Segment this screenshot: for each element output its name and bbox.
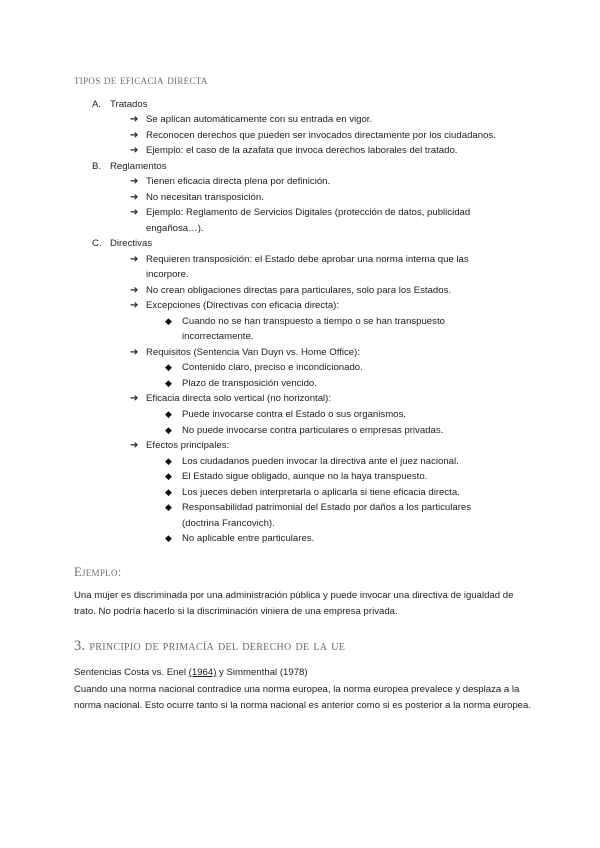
diamond-bullet-icon: ◆ xyxy=(165,456,172,466)
sub-list-item: Los ciudadanos pueden invocar la directiva ante el juez nacional. xyxy=(182,456,459,467)
arrow-icon: ➔ xyxy=(130,347,139,358)
list-item: Se aplican automáticamente con su entrada en vigor. xyxy=(146,114,373,125)
arrow-icon: ➔ xyxy=(130,114,139,125)
list-item: Efectos principales: xyxy=(146,440,230,451)
arrow-icon: ➔ xyxy=(130,254,139,265)
sub-list-item: Cuando no se han transpuesto a tiempo o se han transpuesto xyxy=(182,316,445,327)
list-item: Requisitos (Sentencia Van Duyn vs. Home Office): xyxy=(146,347,360,358)
sub-list-item: El Estado sigue obligado, aunque no la haya transpuesto. xyxy=(182,471,428,482)
sub-list-item: Los jueces deben interpretarla o aplicarla si tiene eficacia directa. xyxy=(182,487,460,498)
diamond-bullet-icon: ◆ xyxy=(165,316,172,326)
diamond-bullet-icon: ◆ xyxy=(165,409,172,419)
list-item: Ejemplo: Reglamento de Servicios Digitales (protección de datos, publicidad xyxy=(146,207,471,218)
diamond-bullet-icon: ◆ xyxy=(165,425,172,435)
diamond-bullet-icon: ◆ xyxy=(165,533,172,543)
list-item: Tienen eficacia directa plena por definición. xyxy=(146,176,331,187)
section-title-principio: 3. principio de primacía del derecho de la ue xyxy=(74,638,346,654)
list-item: Reconocen derechos que pueden ser invocados directamente por los ciudadanos. xyxy=(146,130,496,141)
diamond-bullet-icon: ◆ xyxy=(165,362,172,372)
sub-list-item: Contenido claro, preciso e incondicionado. xyxy=(182,362,363,373)
list-label-reglamentos: Reglamentos xyxy=(110,161,167,172)
sub-list-item-continuation: incorrectamente. xyxy=(182,331,254,342)
sentencias-suffix: y Simmenthal (1978) xyxy=(216,667,308,678)
list-item: Eficacia directa solo vertical (no horizontal): xyxy=(146,393,332,404)
arrow-icon: ➔ xyxy=(130,393,139,404)
list-marker-a: A. xyxy=(92,99,102,110)
list-item-continuation: engañosa…). xyxy=(146,223,204,234)
ejemplo-paragraph: Una mujer es discriminada por una administración pública y puede invocar una directiva de igualdad de trato. No podría hacerlo si la discriminación viniera de una empresa privada. xyxy=(74,590,514,617)
sub-list-item: No puede invocarse contra particulares o empresas privadas. xyxy=(182,425,444,436)
diamond-bullet-icon: ◆ xyxy=(165,471,172,481)
list-item: Excepciones (Directivas con eficacia directa): xyxy=(146,300,340,311)
arrow-icon: ➔ xyxy=(130,285,139,296)
list-item: No crean obligaciones directas para particulares, solo para los Estados. xyxy=(146,285,452,296)
arrow-icon: ➔ xyxy=(130,145,139,156)
sentencias-year-1964: (1964) xyxy=(188,667,217,678)
arrow-icon: ➔ xyxy=(130,300,139,311)
sentencias-line xyxy=(74,666,308,679)
section-title-ejemplo: Ejemplo: xyxy=(74,565,122,579)
arrow-icon: ➔ xyxy=(130,192,139,203)
list-item-continuation: incorpore. xyxy=(146,269,189,280)
diamond-bullet-icon: ◆ xyxy=(165,487,172,497)
sub-list-item: Puede invocarse contra el Estado o sus organismos. xyxy=(182,409,406,420)
sub-list-item: No aplicable entre particulares. xyxy=(182,533,315,544)
sub-list-item: Plazo de transposición vencido. xyxy=(182,378,317,389)
arrow-icon: ➔ xyxy=(130,440,139,451)
arrow-icon: ➔ xyxy=(130,207,139,218)
diamond-bullet-icon: ◆ xyxy=(165,378,172,388)
list-item: Ejemplo: el caso de la azafata que invoca derechos laborales del tratado. xyxy=(146,145,458,156)
list-item: Requieren transposición: el Estado debe aprobar una norma interna que las xyxy=(146,254,469,265)
list-label-tratados: Tratados xyxy=(110,99,148,110)
list-item: No necesitan transposición. xyxy=(146,192,264,203)
principio-paragraph: Cuando una norma nacional contradice una norma europea, la norma europea prevalece y desplaza a la norma nacional. Esto ocurre tanto si la norma nacional es anterior como si es posterior a la norma europea. xyxy=(74,684,532,711)
sentencias-prefix: Sentencias Costa vs. Enel xyxy=(74,667,189,678)
diamond-bullet-icon: ◆ xyxy=(165,502,172,512)
list-label-directivas: Directivas xyxy=(110,238,153,249)
section-title-tipos: tipos de eficacia directa xyxy=(74,73,208,87)
sub-list-item-continuation: (doctrina Francovich). xyxy=(182,518,275,529)
sub-list-item: Responsabilidad patrimonial del Estado por daños a los particulares xyxy=(182,502,472,513)
list-marker-b: B. xyxy=(92,161,102,172)
arrow-icon: ➔ xyxy=(130,176,139,187)
arrow-icon: ➔ xyxy=(130,130,139,141)
list-marker-c: C. xyxy=(92,238,102,249)
